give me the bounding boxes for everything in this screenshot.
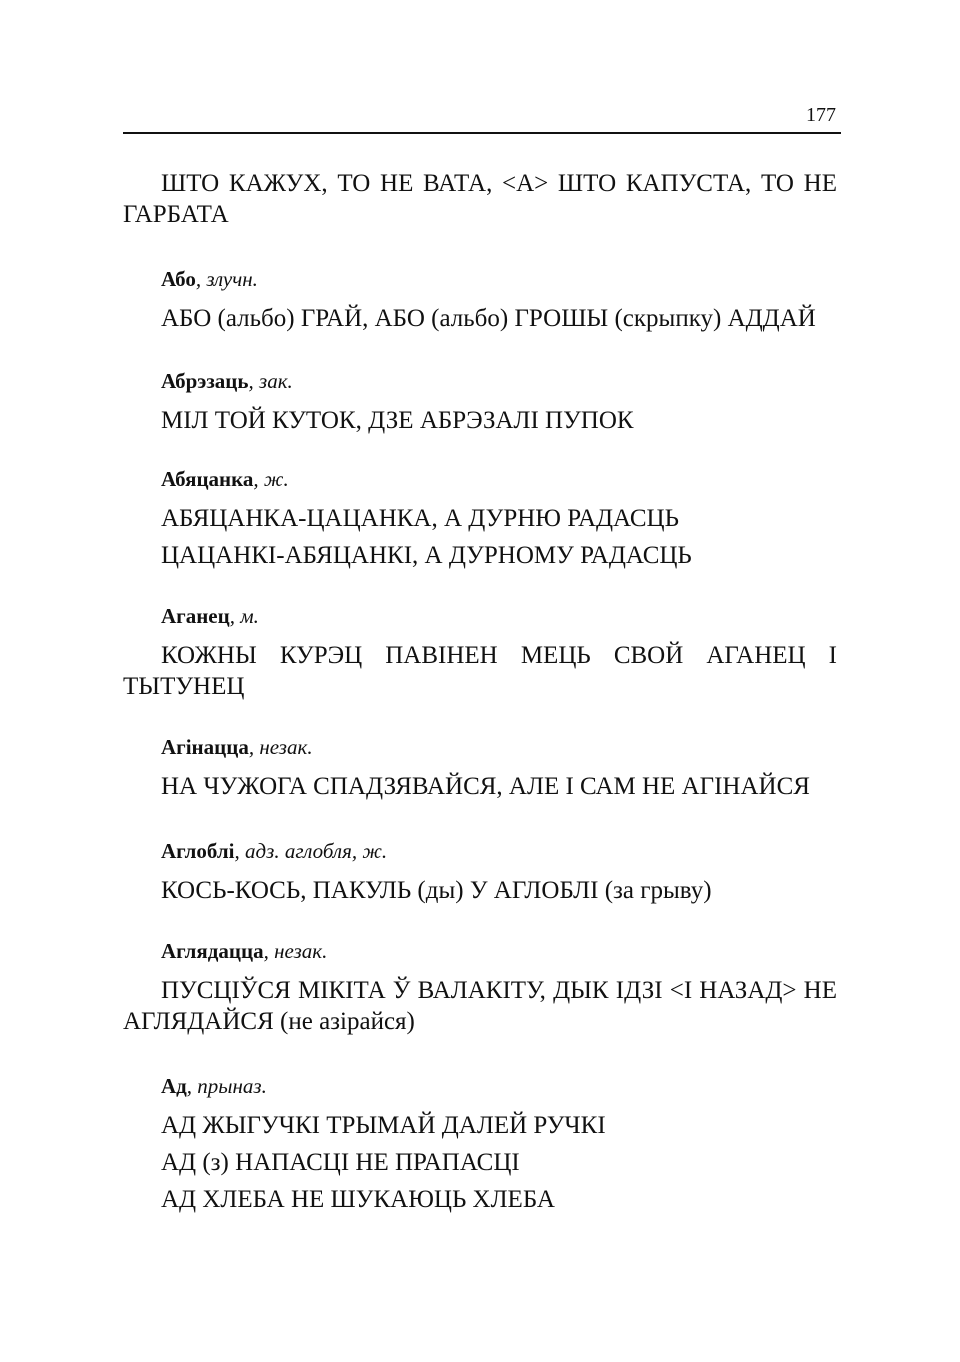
entry-aganec [123,601,837,702]
headword-line [161,464,837,495]
proverb: ЦАЦАНКІ-АБЯЦАНКІ, А ДУРНОМУ РАДАСЦЬ [161,542,692,569]
headword-line [161,732,837,763]
entry-continuation [123,168,837,230]
proverb: АД ЖЫГУЧКІ ТРЫМАЙ ДАЛЕЙ РУЧКІ [161,1112,606,1139]
headword: Агінацца [161,735,249,759]
header-rule [123,132,841,134]
proverb: ПУСЦІЎСЯ МІКІТА Ў ВАЛАКІТУ, ДЫК ІДЗІ <І НАЗАД> НЕ АГЛЯДАЙСЯ (не азірайся) [123,977,837,1035]
page-number: 177 [806,104,836,126]
dictionary-column [123,168,837,1215]
headword: Аглядацца [161,939,264,963]
headword: Абяцанка [161,467,254,491]
grammar-note: , адз. аглобля, ж. [234,839,388,863]
headword-line [161,366,837,397]
headword-line [161,936,837,967]
headword: Ад [161,1074,187,1098]
headword-line [161,601,837,632]
entry-abrezac [123,366,837,436]
proverb: АБЯЦАНКА-ЦАЦАНКА, А ДУРНЮ РАДАСЦЬ [161,505,679,532]
proverb: АБО (альбо) ГРАЙ, АБО (альбо) ГРОШЫ (скрыпку) АДДАЙ [161,305,816,332]
entry-ad [123,1071,837,1215]
headword-line [161,1071,837,1102]
headword: Абрэзаць [161,369,249,393]
proverb: АД ХЛЕБА НЕ ШУКАЮЦЬ ХЛЕБА [161,1186,555,1213]
headword-line [161,836,837,867]
proverb: ШТО КАЖУХ, ТО НЕ ВАТА, <А> ШТО КАПУСТА, ТО НЕ ГАРБАТА [123,170,837,228]
headword: Аглоблі [161,839,235,863]
grammar-note: , ж. [253,467,289,491]
proverb: АД (з) НАПАСЦІ НЕ ПРАПАСЦІ [161,1149,520,1176]
grammar-note: , м. [229,604,259,628]
headword-line [161,264,837,295]
proverb: КОЖНЫ КУРЭЦ ПАВІНЕН МЕЦЬ СВОЙ АГАНЕЦ І ТЫТУНЕЦ [123,642,837,700]
proverb: МІЛ ТОЙ КУТОК, ДЗЕ АБРЭЗАЛІ ПУПОК [161,407,634,434]
grammar-note: , незак. [248,735,313,759]
proverb: НА ЧУЖОГА СПАДЗЯВАЙСЯ, АЛЕ І САМ НЕ АГІНАЙСЯ [161,773,810,800]
entry-aginacca [123,732,837,802]
grammar-note: , зак. [248,369,293,393]
headword: Або [161,267,196,291]
grammar-note: , злучн. [195,267,258,291]
entry-abo [123,264,837,334]
entry-aglobli [123,836,837,906]
entry-aglyadacca [123,936,837,1037]
proverb: КОСЬ-КОСЬ, ПАКУЛЬ (ды) У АГЛОБЛІ (за грыву) [161,877,712,904]
grammar-note: , незак. [263,939,328,963]
headword: Аганец [161,604,230,628]
grammar-note: , прыназ. [186,1074,267,1098]
entry-abyacanka [123,464,837,571]
